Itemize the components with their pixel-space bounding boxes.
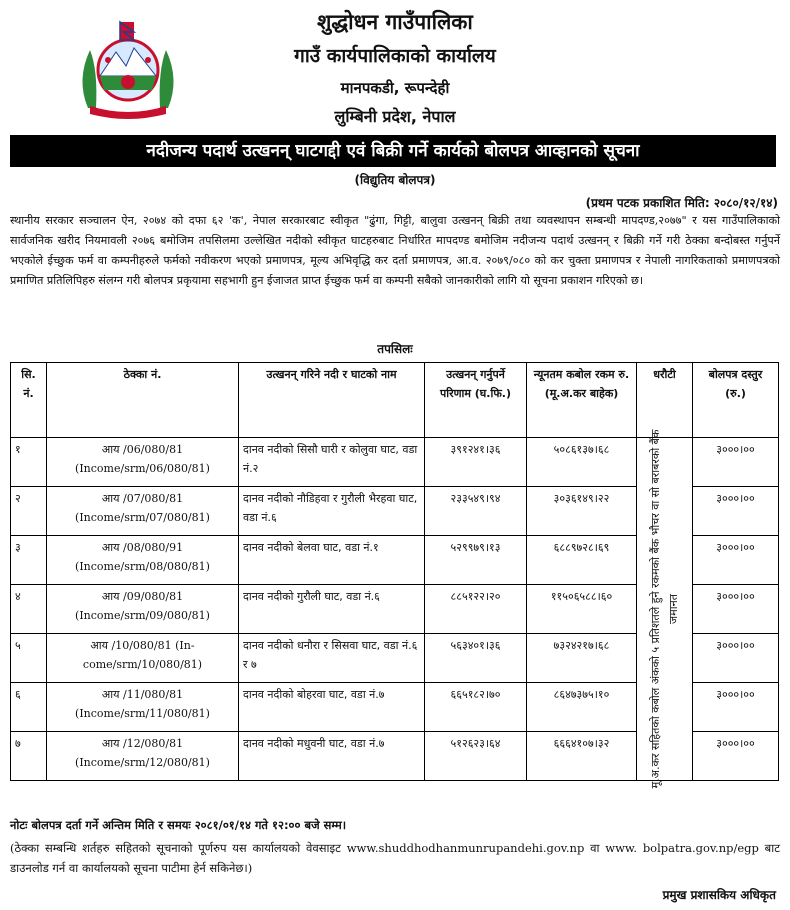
cell-river-ghat: दानव नदीको मधुवनी घाट, वडा नं.७ (239, 732, 425, 781)
cell-sn: ३ (11, 536, 47, 585)
header-sn: सि. नं. (11, 363, 47, 438)
cell-min-bid: ८६४७३७५।१० (527, 683, 637, 732)
cell-fee: ३०००।०० (693, 585, 779, 634)
cell-fee: ३०००।०० (693, 634, 779, 683)
notice-body: स्थानीय सरकार सञ्चालन ऐन, २०७४ को दफा ६२ 'क', नेपाल सरकारबाट स्वीकृत "ढुंगा, गिट्टी, बालुवा उत्खनन् बिक्री तथा व्यवस्थापन सम्बन्धी मापदण्ड,२०७७" र यस गाउँपालिकाको सार्वजनिक खरीद नियमावली २०७६ बमोजिम तपसिलमा उल्लेखित नदीको स्वीकृत घाटहरुबाट निर्धारित मापदण्ड बमोजिम नदीजन्य पदार्थ उत्खनन् र बिक्री गर्ने गरी ठेक्का बन्दोबस्त गर्नुपर्ने भएकोले ईच्छुक फर्म वा कम्पनीहरुले फर्मको नवीकरण भएको प्रमाणपत्र, मूल्य अभिवृद्धि कर दर्ता प्रमाणपत्र, आ.व. २०७९/०८० को कर चुक्ता प्रमाणपत्र र नेपाली नागरिकताको प्रमाणपत्रको प्रमाणित प्रतिलिपिहरु संलग्न गरी बोलपत्र प्रकृयामा सहभागी हुन ईजाजत प्राप्त ईच्छुक फर्म वा कम्पनी सबैको जानकारीको लागि यो सूचना प्रकाशन गरिएको छ। (10, 214, 780, 287)
cell-sn: ७ (11, 732, 47, 781)
cell-min-bid: ३०३६१४९।२२ (527, 487, 637, 536)
table-row (11, 438, 779, 487)
cell-river-ghat: दानव नदीको बोहरवा घाट, वडा नं.७ (239, 683, 425, 732)
cell-contract-no: आय /11/080/81 (Income/srm/11/080/81) (47, 683, 239, 732)
header-min-bid: न्यूनतम कबोल रकम रु. (मू.अ.कर बाहेक) (527, 363, 637, 438)
cell-contract-no: आय /12/080/81 (Income/srm/12/080/81) (47, 732, 239, 781)
cell-fee: ३०००।०० (693, 683, 779, 732)
cell-contract-no: आय /07/080/81 (Income/srm/07/080/81) (47, 487, 239, 536)
cell-river-ghat: दानव नदीको गुरौली घाट, वडा नं.६ (239, 585, 425, 634)
municipality-name: शुद्धोधन गाउँपालिका (317, 10, 473, 34)
cell-sn: ४ (11, 585, 47, 634)
cell-river-ghat: दानव नदीको नौडिहवा र गुरौली भैरहवा घाट, वडा नं.६ (239, 487, 425, 536)
cell-sn: ५ (11, 634, 47, 683)
deadline-note: नोटः बोलपत्र दर्ता गर्ने अन्तिम मिति र समयः २०८१/०१/१४ गते १२:०० बजे सम्म। (10, 818, 347, 832)
cell-quantity: ६६५१८२।७० (425, 683, 527, 732)
cell-min-bid: ५०८६१३७।६८ (527, 438, 637, 487)
cell-river-ghat: दानव नदीको धनौरा र सिसवा घाट, वडा नं.६ र ७ (239, 634, 425, 683)
cell-sn: १ (11, 438, 47, 487)
province-country: लुम्बिनी प्रदेश, नेपाल (334, 107, 456, 126)
table-header-row (11, 363, 779, 438)
cell-river-ghat: दानव नदीको बेलवा घाट, वडा नं.१ (239, 536, 425, 585)
table-caption: तपसिलः (377, 342, 413, 356)
cell-contract-no: आय /09/080/81 (Income/srm/09/080/81) (47, 585, 239, 634)
office-name: गाउँ कार्यपालिकाको कार्यालय (294, 45, 496, 67)
cell-fee: ३०००।०० (693, 438, 779, 487)
cell-fee: ३०००।०० (693, 487, 779, 536)
cell-min-bid: ६८८९७२८।६९ (527, 536, 637, 585)
header-contract-no: ठेक्का नं. (47, 363, 239, 438)
cell-min-bid: ६६६४१०७।३२ (527, 732, 637, 781)
cell-contract-no: आय /08/080/91 (Income/srm/08/080/81) (47, 536, 239, 585)
header-river-ghat: उत्खनन् गरिने नदी र घाटको नाम (239, 363, 425, 438)
header-deposit: धरौटी (637, 363, 693, 438)
cell-sn: ६ (11, 683, 47, 732)
deposit-note: मू.अ.कर सहितको कबोल अंकको ५ प्रतिशतले हुने रकमको बैंक भौचर वा सो बराबरको बैंक जमानत (648, 429, 680, 789)
publish-date: (प्रथम पटक प्रकाशित मिति: २०८०/१२/१४) (585, 196, 778, 210)
cell-quantity: २३३५४९।९४ (425, 487, 527, 536)
notice-title: नदीजन्य पदार्थ उत्खनन् घाटगद्दी एवं बिक्री गर्ने कार्यको बोलपत्र आव्हानको सूचना (10, 135, 776, 167)
cell-quantity: ५२९९७९।१३ (425, 536, 527, 585)
header-quantity: उत्खनन् गर्नुपर्ने परिणाम (घ.फि.) (425, 363, 527, 438)
cell-quantity: ५१२६२३।६४ (425, 732, 527, 781)
cell-quantity: ३९१२४१।३६ (425, 438, 527, 487)
cell-min-bid: ७३२४२१७।६८ (527, 634, 637, 683)
signatory-title: प्रमुख प्रशासकिय अधिकृत (662, 888, 776, 902)
cell-quantity: ५६३४०१।३६ (425, 634, 527, 683)
office-address: मानपकडी, रूपन्देही (340, 79, 450, 97)
website-note: (ठेक्का सम्बन्धि शर्तहरु सहितको सूचनाको पूर्णरुप यस कार्यालयको वेवसाइट www.shuddhodhanmunrupandehi.gov.np वा www. bolpatra.gov.np/egp बाट डाउनलोड गर्न वा कार्यालयको सूचना पाटीमा हेर्न सकिनेछ।) (10, 841, 780, 875)
cell-min-bid: ११५०६५८८।६० (527, 585, 637, 634)
cell-river-ghat: दानव नदीको सिसौ घारी र कोलुवा घाट, वडा नं.२ (239, 438, 425, 487)
cell-fee: ३०००।०० (693, 732, 779, 781)
header-fee: बोलपत्र दस्तुर (रु.) (693, 363, 779, 438)
bid-details-table (10, 362, 779, 789)
cell-contract-no: आय /06/080/81 (Income/srm/06/080/81) (47, 438, 239, 487)
cell-sn: २ (11, 487, 47, 536)
cell-deposit (637, 429, 693, 789)
notice-subtitle: (विद्युतिय बोलपत्र) (354, 173, 436, 187)
cell-fee: ३०००।०० (693, 536, 779, 585)
cell-quantity: ८८५१२२।२० (425, 585, 527, 634)
cell-contract-no: आय /10/080/81 (In-come/srm/10/080/81) (47, 634, 239, 683)
